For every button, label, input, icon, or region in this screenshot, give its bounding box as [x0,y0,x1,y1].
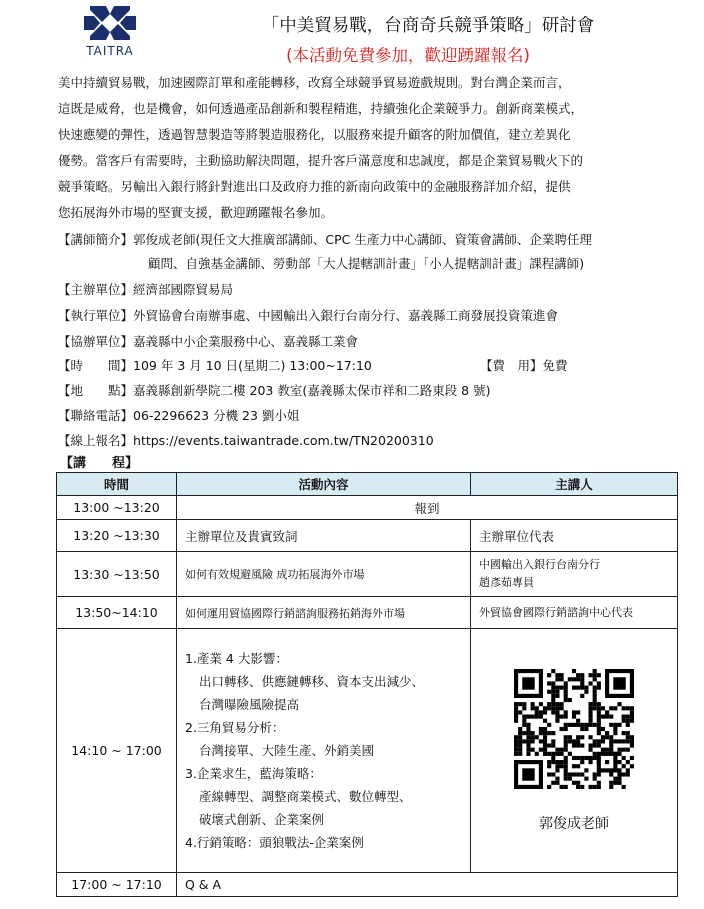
phone-label: 【聯絡電話】 [58,408,134,423]
row-speaker [471,629,678,873]
speaker-name: 趙彥茹專員 [479,576,534,589]
signup-label: 【線上報名】 [58,433,134,448]
location-value: 嘉義縣創新學院二樓 203 教室(嘉義縣太保市祥和二路東段 8 號) [133,383,491,398]
row-time: 13:50~14:10 [57,597,177,629]
logo-text: TAITRA [86,44,134,58]
organizer-info [58,280,233,298]
page-title: 「中美貿易戰，台商奇兵競爭策略」研討會 [261,16,595,36]
list-item: 3.企業求生，藍海策略： [185,766,322,781]
intro-paragraph [58,70,678,226]
taitra-logo [66,4,154,58]
organizer-value: 經濟部國際貿易局 [133,282,234,297]
page-subtitle: (本活動免費參加，歡迎踴躍報名) [286,46,530,65]
signup-info [58,431,434,449]
executor-value: 外貿協會台南辦事處、中國輸出入銀行台南分行、嘉義縣工商發展投資策進會 [133,308,559,323]
row-time: 13:20 ~13:30 [57,520,177,552]
time-info [58,356,372,374]
header-time: 時間 [57,473,177,496]
table-row [57,873,678,897]
activity-list [185,643,470,858]
intro-line: 美中持續貿易戰，加速國際訂單和產能轉移，改寫全球競爭貿易遊戲規則。對台灣企業而言， [58,75,571,90]
list-item: 1.產業 4 大影響： [185,651,288,666]
list-item: 4.行銷策略：頭狼戰法-企業案例 [185,835,364,850]
schedule-label: 【講 程】 [60,456,139,471]
row-activity: 如何有效規避風險 成功拓展海外市場 [177,552,471,597]
intro-line: 快速應變的彈性，透過智慧製造等將製造服務化，以服務來提升顧客的附加價值，建立差異化 [58,127,571,142]
phone-info [58,406,299,424]
row-activity: 如何運用貿協國際行銷諮詢服務拓銷海外市場 [177,597,471,629]
table-row [57,597,678,629]
list-item: 2.三角貿易分析： [185,720,285,735]
list-item: 出口轉移、供應鏈轉移、資本支出減少、 [199,674,425,689]
row-activity: Q & A [177,873,678,897]
row-time: 13:00 ~13:20 [57,496,177,520]
row-speaker [471,552,678,597]
lecturer-info [58,230,592,248]
location-info [58,381,490,399]
intro-line: 您拓展海外市場的堅實支援，歡迎踴躍報名參加。 [58,205,334,220]
intro-line: 競爭策略。另輸出入銀行將針對進出口及政府力推的新南向政策中的金融服務詳加介紹，提供 [58,179,571,194]
organizer-label: 【主辦單位】 [58,282,134,297]
executor-label: 【執行單位】 [58,308,134,323]
row-time: 13:30 ~13:50 [57,552,177,597]
schedule-table [56,472,678,897]
intro-line: 優勢。當客戶有需要時，主動協助解決問題，提升客戶滿意度和忠誠度，都是企業貿易戰火下的 [58,153,584,168]
lecturer-label: 【講師簡介】 [58,232,134,247]
coorganizer-label: 【協辦單位】 [58,334,134,349]
signup-link[interactable]: https://events.taiwantrade.com.tw/TN20200310 [133,433,434,448]
qr-code-icon[interactable] [514,669,634,789]
lecturer-line1: 郭俊成老師(現任文大推廣部講師、CPC 生產力中心講師、資策會講師、企業聘任理 [133,232,592,247]
time-value: 109 年 3 月 10 日(星期二) 13:00~17:10 [133,358,372,373]
row-activity [177,629,471,873]
lecturer-line2: 顧問、自強基金講師、勞動部「大人提轄訓計畫」「小人提轄訓計畫」課程講師) [148,256,585,271]
table-header-row [57,473,678,496]
row-time: 17:00 ~ 17:10 [57,873,177,897]
header-speaker: 主講人 [471,473,678,496]
table-row [57,552,678,597]
location-label: 【地 點】 [58,383,134,398]
table-row [57,496,678,520]
phone-value: 06-2296623 分機 23 劉小姐 [133,408,300,423]
fee-value: 免費 [542,358,568,373]
fee-label: 【費 用】 [480,358,543,373]
coorganizer-value: 嘉義縣中小企業服務中心、嘉義縣工業會 [133,334,359,349]
row-activity: 主辦單位及貴賓致詞 [177,520,471,552]
list-item: 台灣接單、大陸生產、外銷美國 [199,743,375,758]
executor-info [58,306,558,324]
intro-line: 這既是威脅，也是機會，如何透過產品創新和製程精進，持續強化企業競爭力。創新商業模式， [58,101,584,116]
row-time: 14:10 ~ 17:00 [57,629,177,873]
table-row [57,629,678,873]
fee-info [480,356,568,374]
row-activity: 報到 [177,496,678,520]
coorganizer-info [58,332,358,350]
row-speaker: 主辦單位代表 [471,520,678,552]
row-speaker: 外貿協會國際行銷諮詢中心代表 [471,597,678,629]
header-activity: 活動內容 [177,473,471,496]
speaker-org: 中國輸出入銀行台南分行 [479,558,600,571]
time-label: 【時 間】 [58,358,134,373]
speaker-name: 郭俊成老師 [539,815,609,832]
taitra-logo-icon [84,4,136,42]
list-item: 台灣曝險風險提高 [199,697,300,712]
list-item: 產線轉型、調整商業模式、數位轉型、 [199,789,412,804]
table-row [57,520,678,552]
list-item: 破壞式創新、企業案例 [199,812,325,827]
